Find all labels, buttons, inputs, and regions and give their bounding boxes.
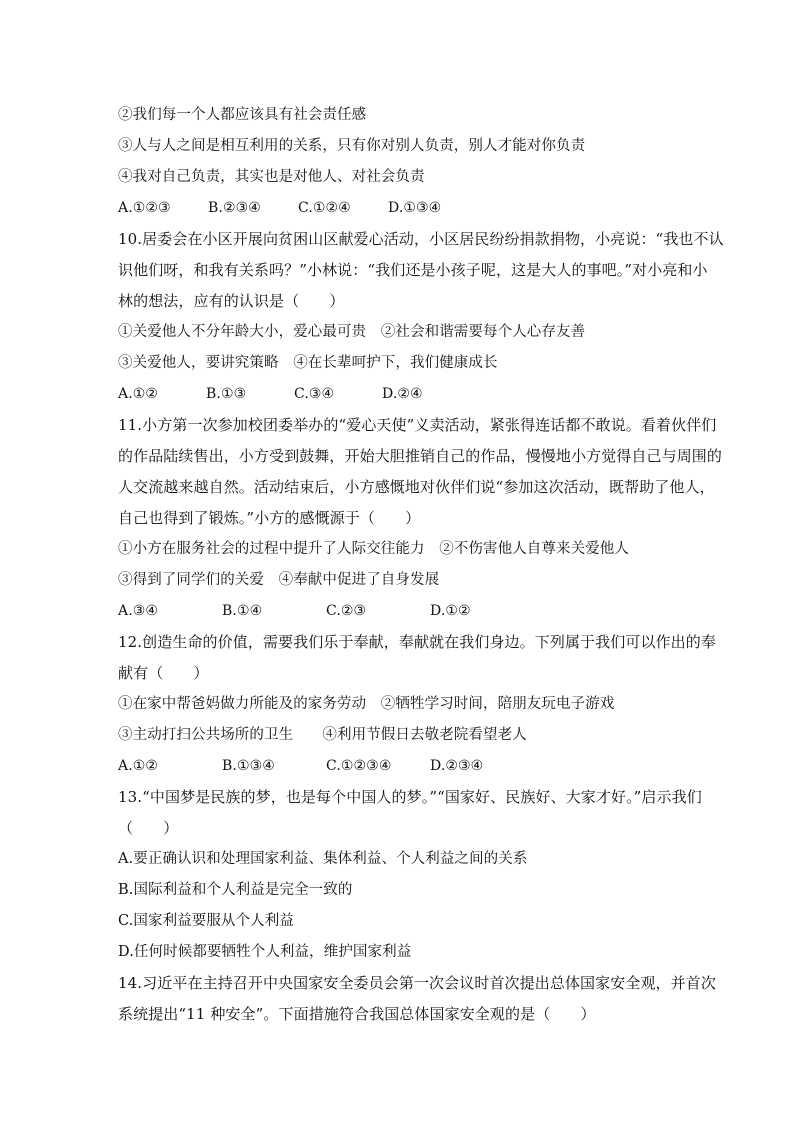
q12-option-a: A.①②: [118, 758, 159, 774]
q11-options: [118, 596, 678, 627]
q9-item-2: ②我们每一个人都应该具有社会责任感: [118, 107, 367, 123]
q12-options: [118, 751, 678, 782]
q13-stem-line-2: （ ）: [118, 819, 179, 837]
q10-stem-line-2: 识他们呀，和我有关系吗？”小林说：“我们还是小孩子呢，这是大人的事吧。”对小亮和小: [118, 261, 708, 279]
q9-option-d: D.①③④: [388, 200, 442, 216]
q13-choice-d: D.任何时候都要牺牲个人利益，维护国家利益: [118, 944, 412, 960]
q9-option-b: B.②③④: [208, 200, 261, 216]
q10-option-c: C.③④: [294, 386, 335, 402]
q12-option-d: D.②③④: [430, 758, 484, 774]
q10-options: [118, 379, 678, 410]
q10-option-d: D.②④: [382, 386, 423, 402]
q10-option-a: A.①②: [118, 386, 159, 402]
q9-options: [118, 193, 678, 224]
exam-page: [118, 100, 724, 1030]
q11-stem-line-4: 自己也得到了锻炼。”小方的感慨源于（ ）: [118, 509, 421, 527]
q10-option-b: B.①③: [206, 386, 247, 402]
q9-item-4: ④我对自己负责，其实也是对他人、对社会负责: [118, 169, 425, 185]
q11-stem-line-3: 人交流越来越自然。活动结束后，小方感慨地对伙伴们说“参加这次活动，既帮助了他人，: [118, 478, 715, 496]
q12-option-b: B.①③④: [222, 758, 275, 774]
q11-stem-line-1: 11.小方第一次参加校团委举办的“爱心天使”义卖活动，紧张得连话都不敢说。看着伙伴们: [118, 416, 717, 434]
q10-items-line-2: ③关爱他人，要讲究策略 ④在长辈呵护下，我们健康成长: [118, 355, 498, 371]
q12-items-line-2: ③主动打扫公共场所的卫生 ④利用节假日去敬老院看望老人: [118, 727, 527, 743]
q12-stem-line-2: 献有（ ）: [118, 664, 209, 682]
q10-stem-line-1: 10.居委会在小区开展向贫困山区献爱心活动，小区居民纷纷捐款捐物，小亮说：“我也不认: [118, 230, 724, 248]
q13-stem-line-1: 13.“中国梦是民族的梦，也是每个中国人的梦。”“国家好、民族好、大家才好。”启示我们: [118, 788, 702, 806]
q11-option-a: A.③④: [118, 603, 159, 619]
q11-option-c: C.②③: [326, 603, 367, 619]
q11-items-line-1: ①小方在服务社会的过程中提升了人际交往能力 ②不伤害他人自尊来关爱他人: [118, 541, 629, 557]
q9-option-c: C.①②④: [298, 200, 351, 216]
q9-option-a: A.①②③: [118, 200, 171, 216]
q12-items-line-1: ①在家中帮爸妈做力所能及的家务劳动 ②牺牲学习时间，陪朋友玩电子游戏: [118, 696, 615, 712]
q13-choice-b: B.国际利益和个人利益是完全一致的: [118, 882, 353, 898]
q11-items-line-2: ③得到了同学们的关爱 ④奉献中促进了自身发展: [118, 572, 440, 588]
q11-stem-line-2: 的作品陆续售出，小方受到鼓舞，开始大胆推销自己的作品，慢慢地小方觉得自己与周围的: [118, 447, 723, 465]
q13-choice-a: A.要正确认识和处理国家利益、集体利益、个人利益之间的关系: [118, 851, 528, 867]
q12-stem-line-1: 12.创造生命的价值，需要我们乐于奉献，奉献就在我们身边。下列属于我们可以作出的奉: [118, 633, 716, 651]
q10-stem-line-3: 林的想法，应有的认识是（ ）: [118, 292, 345, 310]
q11-option-b: B.①④: [222, 603, 263, 619]
q11-option-d: D.①②: [430, 603, 471, 619]
q14-stem-line-1: 14.习近平在主持召开中央国家安全委员会第一次会议时首次提出总体国家安全观，并首次: [118, 974, 716, 992]
q13-choice-c: C.国家利益要服从个人利益: [118, 913, 294, 929]
q14-stem-line-2: 系统提出“11 种安全”。下面措施符合我国总体国家安全观的是（ ）: [118, 1005, 596, 1023]
q10-items-line-1: ①关爱他人不分年龄大小，爱心最可贵 ②社会和谐需要每个人心存友善: [118, 324, 586, 340]
q9-item-3: ③人与人之间是相互利用的关系，只有你对别人负责，别人才能对你负责: [118, 138, 586, 154]
q12-option-c: C.①②③④: [326, 758, 392, 774]
